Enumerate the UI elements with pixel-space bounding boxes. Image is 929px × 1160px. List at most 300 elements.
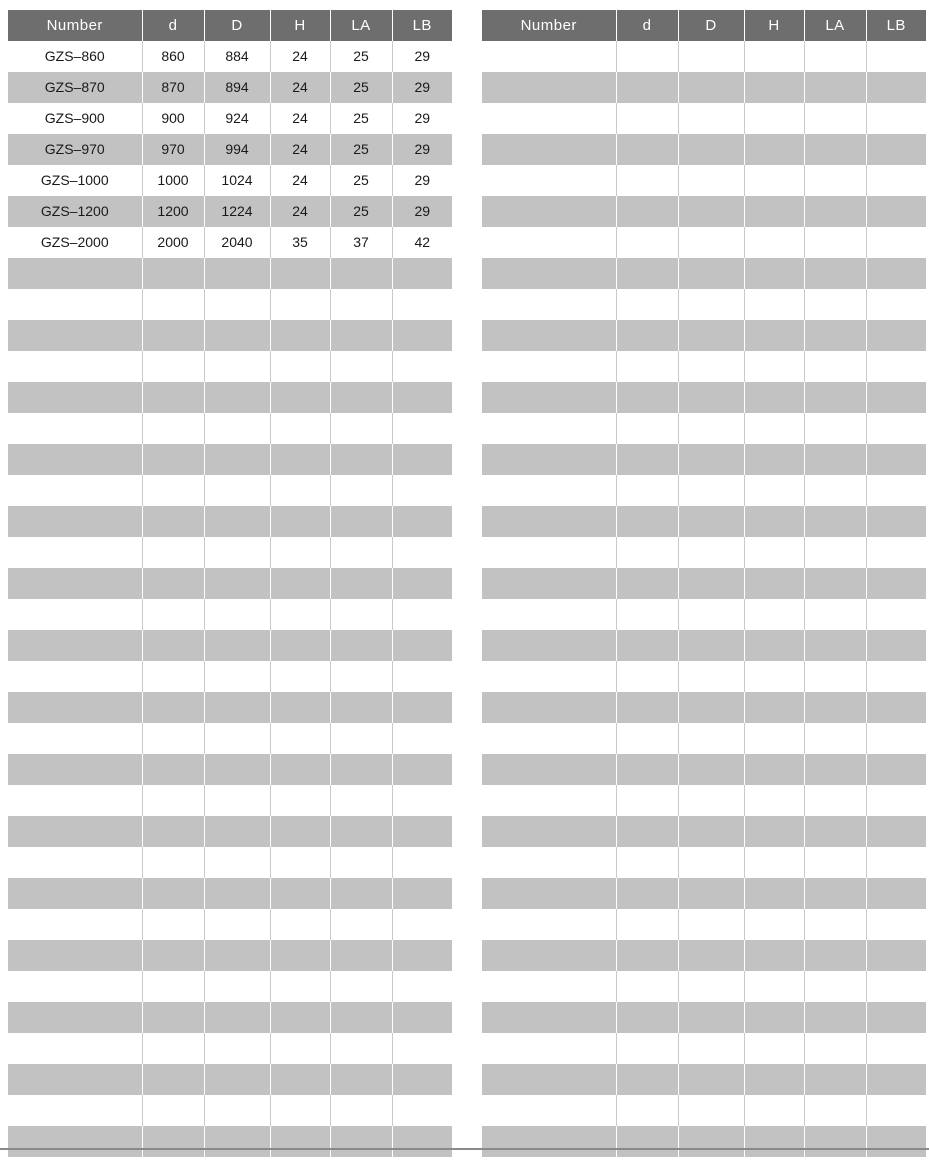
table-cell [744,134,804,165]
table-cell [678,134,744,165]
table-cell [678,723,744,754]
table-cell [744,661,804,692]
table-cell [866,847,926,878]
table-cell [482,785,616,816]
table-cell [744,475,804,506]
table-cell [866,630,926,661]
table-cell [8,568,142,599]
table-row [8,258,452,289]
table-cell [204,568,270,599]
table-row [8,103,452,134]
table-cell [392,630,452,661]
table-cell [804,816,866,847]
table-row [8,444,452,475]
table-cell [142,1002,204,1033]
table-cell [482,320,616,351]
table-cell [142,599,204,630]
table-cell [482,289,616,320]
table-cell [804,599,866,630]
table-row [8,1064,452,1095]
table-cell [678,351,744,382]
table-cell [8,1033,142,1064]
table-cell [142,475,204,506]
table-cell [8,258,142,289]
table-cell [482,475,616,506]
table-cell [142,785,204,816]
table-cell [204,971,270,1002]
table-cell: 25 [330,72,392,103]
table-cell [866,816,926,847]
table-cell [392,754,452,785]
table-cell [142,413,204,444]
table-cell [270,847,330,878]
table-cell [866,41,926,72]
table-cell [866,1033,926,1064]
table-cell: 860 [142,41,204,72]
table-cell [8,475,142,506]
table-cell [482,599,616,630]
table-cell: 970 [142,134,204,165]
table-row [8,165,452,196]
table-cell [270,971,330,1002]
table-body-right [482,41,926,1157]
table-cell [866,1002,926,1033]
column-header-D: D [204,10,270,41]
table-cell [482,258,616,289]
table-cell [270,599,330,630]
column-header-LA: LA [330,10,392,41]
table-cell [392,847,452,878]
header-row [482,10,926,41]
table-cell [678,320,744,351]
table-cell [482,723,616,754]
table-cell: 2000 [142,227,204,258]
table-cell [616,661,678,692]
table-cell [142,351,204,382]
table-cell [392,1095,452,1126]
table-row [8,568,452,599]
table-cell [866,878,926,909]
table-cell [392,785,452,816]
table-cell [678,41,744,72]
table-cell [866,475,926,506]
table-row [482,227,926,258]
table-cell [8,971,142,1002]
table-cell [866,1126,926,1157]
table-row [482,568,926,599]
table-cell [392,816,452,847]
table-cell [616,351,678,382]
table-row [8,847,452,878]
table-cell [204,847,270,878]
table-cell [616,1095,678,1126]
table-cell [204,909,270,940]
spec-table-left [8,10,452,1157]
table-cell [804,754,866,785]
table-cell [482,1126,616,1157]
table-cell [804,1002,866,1033]
table-cell [616,258,678,289]
table-cell [204,506,270,537]
table-cell [482,909,616,940]
table-row [482,444,926,475]
table-cell [204,382,270,413]
table-cell [616,599,678,630]
table-cell: 24 [270,72,330,103]
table-cell [330,475,392,506]
table-cell: 25 [330,196,392,227]
table-cell [616,1033,678,1064]
column-header-LA: LA [804,10,866,41]
table-cell [270,630,330,661]
table-row [482,1126,926,1157]
table-cell [804,940,866,971]
table-cell [744,72,804,103]
table-cell [330,909,392,940]
table-cell [616,568,678,599]
table-cell [866,1095,926,1126]
table-cell [866,723,926,754]
table-cell [8,661,142,692]
table-cell [804,289,866,320]
table-cell [744,878,804,909]
table-cell [392,599,452,630]
table-row [482,382,926,413]
table-cell [392,351,452,382]
table-cell [482,41,616,72]
table-cell [330,506,392,537]
table-cell [804,382,866,413]
table-cell [392,413,452,444]
table-cell [678,444,744,475]
table-cell [330,754,392,785]
table-cell [270,1095,330,1126]
table-cell [744,537,804,568]
table-cell [616,816,678,847]
table-cell [616,382,678,413]
table-cell [678,599,744,630]
table-cell [866,568,926,599]
table-cell [142,847,204,878]
table-cell [204,754,270,785]
table-cell [8,785,142,816]
table-row [8,72,452,103]
table-cell [330,1033,392,1064]
table-cell [744,909,804,940]
table-cell [142,754,204,785]
table-cell [330,1064,392,1095]
table-cell [8,754,142,785]
table-cell [392,289,452,320]
table-cell [866,971,926,1002]
table-cell [866,258,926,289]
table-cell [616,196,678,227]
table-row [8,599,452,630]
table-cell [804,506,866,537]
table-cell [330,661,392,692]
table-cell [392,723,452,754]
table-row [8,537,452,568]
table-cell [330,1126,392,1157]
table-cell [678,878,744,909]
table-cell: 1000 [142,165,204,196]
table-cell [330,816,392,847]
table-row [8,41,452,72]
table-cell [804,1064,866,1095]
table-cell: 29 [392,72,452,103]
table-row [482,1095,926,1126]
table-cell [678,382,744,413]
table-cell [330,692,392,723]
table-cell [804,475,866,506]
table-cell [866,72,926,103]
table-cell [744,599,804,630]
table-row [8,940,452,971]
table-cell [678,754,744,785]
table-row [482,72,926,103]
table-cell [678,630,744,661]
table-cell [744,630,804,661]
table-cell [804,785,866,816]
spec-table-right [482,10,926,1157]
table-cell [142,878,204,909]
table-cell [744,258,804,289]
table-cell [8,1126,142,1157]
table-cell [804,878,866,909]
table-cell [270,940,330,971]
table-row [482,351,926,382]
table-cell: 25 [330,134,392,165]
table-cell [482,692,616,723]
table-cell [804,1033,866,1064]
table-cell [616,847,678,878]
table-cell [204,785,270,816]
table-cell [392,258,452,289]
table-row [482,630,926,661]
table-row [8,785,452,816]
table-cell [270,506,330,537]
table-cell [804,72,866,103]
table-cell [744,1126,804,1157]
table-cell [204,723,270,754]
table-row [8,351,452,382]
table-cell [392,692,452,723]
table-cell [330,413,392,444]
table-cell: GZS–2000 [8,227,142,258]
table-cell [678,1126,744,1157]
table-cell [678,568,744,599]
table-cell [482,444,616,475]
table-cell [804,971,866,1002]
table-row [8,971,452,1002]
table-cell: 25 [330,165,392,196]
table-row [8,413,452,444]
table-cell [616,1002,678,1033]
table-cell [744,568,804,599]
table-cell [204,1033,270,1064]
table-cell [678,475,744,506]
table-cell [482,103,616,134]
table-cell [804,723,866,754]
table-cell [8,878,142,909]
table-cell [270,413,330,444]
table-cell [744,1033,804,1064]
table-cell [744,196,804,227]
table-cell [866,754,926,785]
table-row [8,289,452,320]
table-cell [804,196,866,227]
table-cell [866,599,926,630]
table-cell [270,816,330,847]
table-cell [8,1095,142,1126]
table-cell [270,878,330,909]
table-cell [866,909,926,940]
table-cell: 25 [330,41,392,72]
table-cell [744,754,804,785]
table-cell [678,506,744,537]
table-cell [270,1033,330,1064]
table-cell [678,971,744,1002]
bottom-divider [0,1148,929,1150]
table-cell: 894 [204,72,270,103]
table-cell [866,320,926,351]
table-cell: 900 [142,103,204,134]
table-cell [482,1095,616,1126]
table-cell [8,444,142,475]
table-cell [204,413,270,444]
table-row [482,909,926,940]
table-cell [744,723,804,754]
table-cell [678,289,744,320]
table-cell: 35 [270,227,330,258]
table-cell [804,165,866,196]
table-header-right [482,10,926,41]
table-cell [142,320,204,351]
table-cell [270,1064,330,1095]
table-cell [482,661,616,692]
table-cell [270,320,330,351]
table-cell [330,878,392,909]
table-cell [866,134,926,165]
table-cell [392,1002,452,1033]
table-row [482,1033,926,1064]
table-cell [616,940,678,971]
table-cell [482,506,616,537]
table-cell [330,723,392,754]
table-cell [616,537,678,568]
table-cell [204,475,270,506]
table-cell [330,1002,392,1033]
table-cell [204,692,270,723]
table-cell [204,1095,270,1126]
table-row [8,382,452,413]
table-body-left [8,41,452,1157]
table-cell [678,1033,744,1064]
table-cell [8,537,142,568]
table-cell [744,413,804,444]
table-cell: 1224 [204,196,270,227]
table-row [8,506,452,537]
table-row [482,847,926,878]
table-cell: 24 [270,103,330,134]
table-row [8,909,452,940]
table-cell [616,227,678,258]
table-cell [616,878,678,909]
table-cell [270,382,330,413]
table-cell [204,599,270,630]
table-cell: 2040 [204,227,270,258]
table-row [8,723,452,754]
table-cell [482,1064,616,1095]
table-cell [330,444,392,475]
table-cell [678,227,744,258]
table-cell: 37 [330,227,392,258]
table-cell [866,165,926,196]
table-row [8,227,452,258]
column-header-LB: LB [392,10,452,41]
table-cell [330,537,392,568]
table-cell [392,909,452,940]
table-cell [616,165,678,196]
table-cell [142,1033,204,1064]
table-cell [142,692,204,723]
table-cell [8,1064,142,1095]
table-cell: GZS–900 [8,103,142,134]
table-cell [392,1033,452,1064]
table-cell [678,537,744,568]
table-cell: 24 [270,165,330,196]
table-row [482,165,926,196]
table-cell [804,661,866,692]
table-cell: 29 [392,134,452,165]
table-cell [270,444,330,475]
table-cell [744,351,804,382]
table-cell [392,568,452,599]
table-cell [330,320,392,351]
table-row [8,661,452,692]
table-cell [204,289,270,320]
table-cell [8,506,142,537]
table-row [482,134,926,165]
table-cell [678,165,744,196]
table-cell [616,444,678,475]
table-row [8,475,452,506]
table-cell [678,940,744,971]
table-cell [142,444,204,475]
table-cell [142,289,204,320]
column-header-D: D [678,10,744,41]
table-cell [142,1126,204,1157]
table-cell [8,692,142,723]
table-cell [392,940,452,971]
table-cell [8,351,142,382]
table-cell [678,692,744,723]
table-cell [744,816,804,847]
table-cell [678,816,744,847]
table-cell [866,444,926,475]
table-cell [330,785,392,816]
table-cell [204,661,270,692]
table-cell [142,537,204,568]
table-cell [866,413,926,444]
table-cell [8,940,142,971]
table-cell [270,537,330,568]
table-row [8,1095,452,1126]
column-header-number: Number [482,10,616,41]
table-row [482,475,926,506]
table-cell [804,537,866,568]
table-cell [142,506,204,537]
